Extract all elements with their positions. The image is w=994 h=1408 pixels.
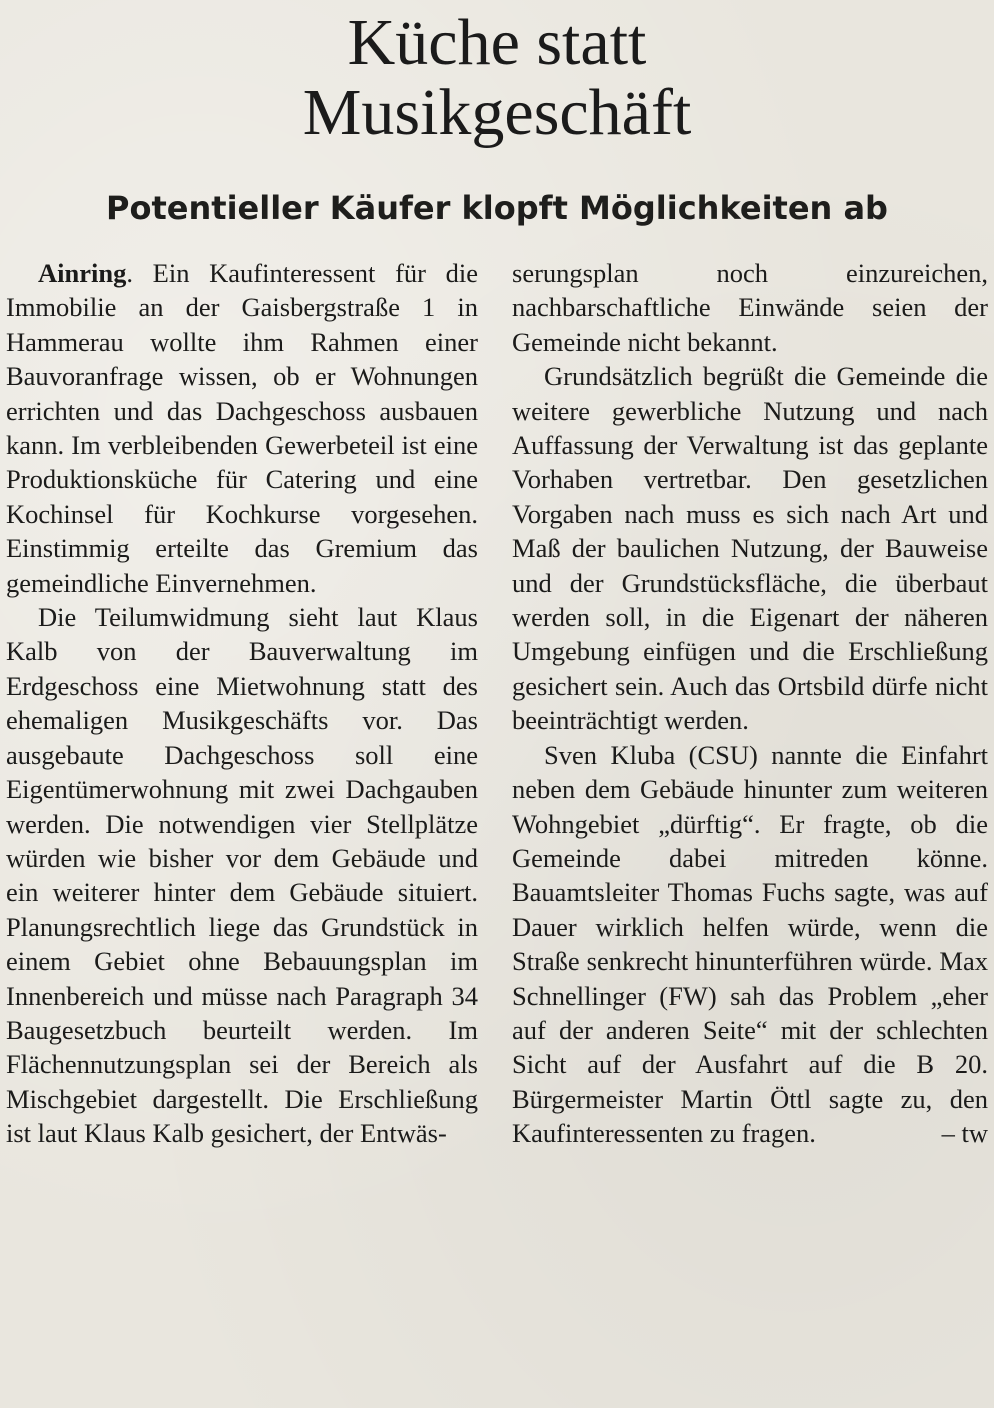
paragraph: serungsplan noch einzureichen, nachbarschaftliche Einwände seien der Gemeinde nicht bekannt. [512,258,988,357]
author-signature: – tw [941,1118,988,1149]
paragraph: Die Teilumwidmung sieht laut Klaus Kalb von der Bauverwaltung im Erdgeschoss eine Mietwohnung statt des ehemaligen Musikgeschäfts vor. Das ausgebaute Dachgeschoss soll eine Eigentümerwohnung mit zwei Dachgauben werden. Die notwendigen vier Stellplätze würden wie bisher vor dem Gebäude und ein weiterer hinter dem Gebäude situiert. Planungsrechtlich liege das Grundstück in einem Gebiet ohne Bebauungsplan im Innenbereich und müsse nach Paragraph 34 Baugesetzbuch beurteilt werden. Im Flächennutzungsplan sei der Bereich als Mischgebiet dargestellt. Die Erschließung ist laut Klaus Kalb gesichert, der Entwäs- [6,602,478,1149]
article-column-right [512,256,988,1151]
headline-line-2: Musikgeschäft [302,76,692,149]
article-column-left [6,256,478,1151]
paragraph-text: Ein Kaufinteressent für die Immobilie an der Gaisbergstraße 1 in Hammerau wollte ihm Rahmen einer Bauvoranfrage wissen, ob er Wohnungen errichten und das Dachgeschoss ausbauen kann. Im verbleibenden Gewerbeteil ist eine Produktionsküche für Catering und eine Kochinsel für Kochkurse vorgesehen. Einstimmig erteilte das Gremium das gemeindliche Einvernehmen. [6,258,479,598]
subtitle: Potentieller Käufer klopft Möglichkeiten ab [106,189,888,227]
headline [0,8,994,148]
dateline: Ainring [38,258,127,288]
paragraph [512,738,988,1151]
paragraph [6,256,478,600]
headline-line-1: Küche statt [347,6,647,79]
paragraph: Grundsätzlich begrüßt die Gemeinde die weitere gewerbliche Nutzung und nach Auffassung der Verwaltung ist das geplante Vorhaben vertretbar. Den gesetzlichen Vorgaben nach muss es sich nach Art und Maß der baulichen Nutzung, der Bauweise und der Grundstücksfläche, die überbaut werden soll, in die Eigenart der näheren Umgebung einfügen und die Erschließung gesichert sein. Auch das Ortsbild dürfe nicht beeinträchtigt werden. [512,361,988,736]
paragraph-text: Sven Kluba (CSU) nannte die Einfahrt neben dem Gebäude hinunter zum weiteren Wohngebiet „dürftig“. Er fragte, ob die Gemeinde dabei mitreden könne. Bauamtsleiter Thomas Fuchs sagte, was auf Dauer wirklich helfen würde, wenn die Straße senkrecht hinunterführen würde. Max Schnellinger (FW) sah das Problem „eher auf der anderen Seite“ mit der schlechten Sicht auf der Ausfahrt auf die B 20. Bürgermeister Martin Öttl sagte zu, den Kaufinteressenten zu fragen. [512,739,988,1149]
dateline-period: . [126,258,153,288]
